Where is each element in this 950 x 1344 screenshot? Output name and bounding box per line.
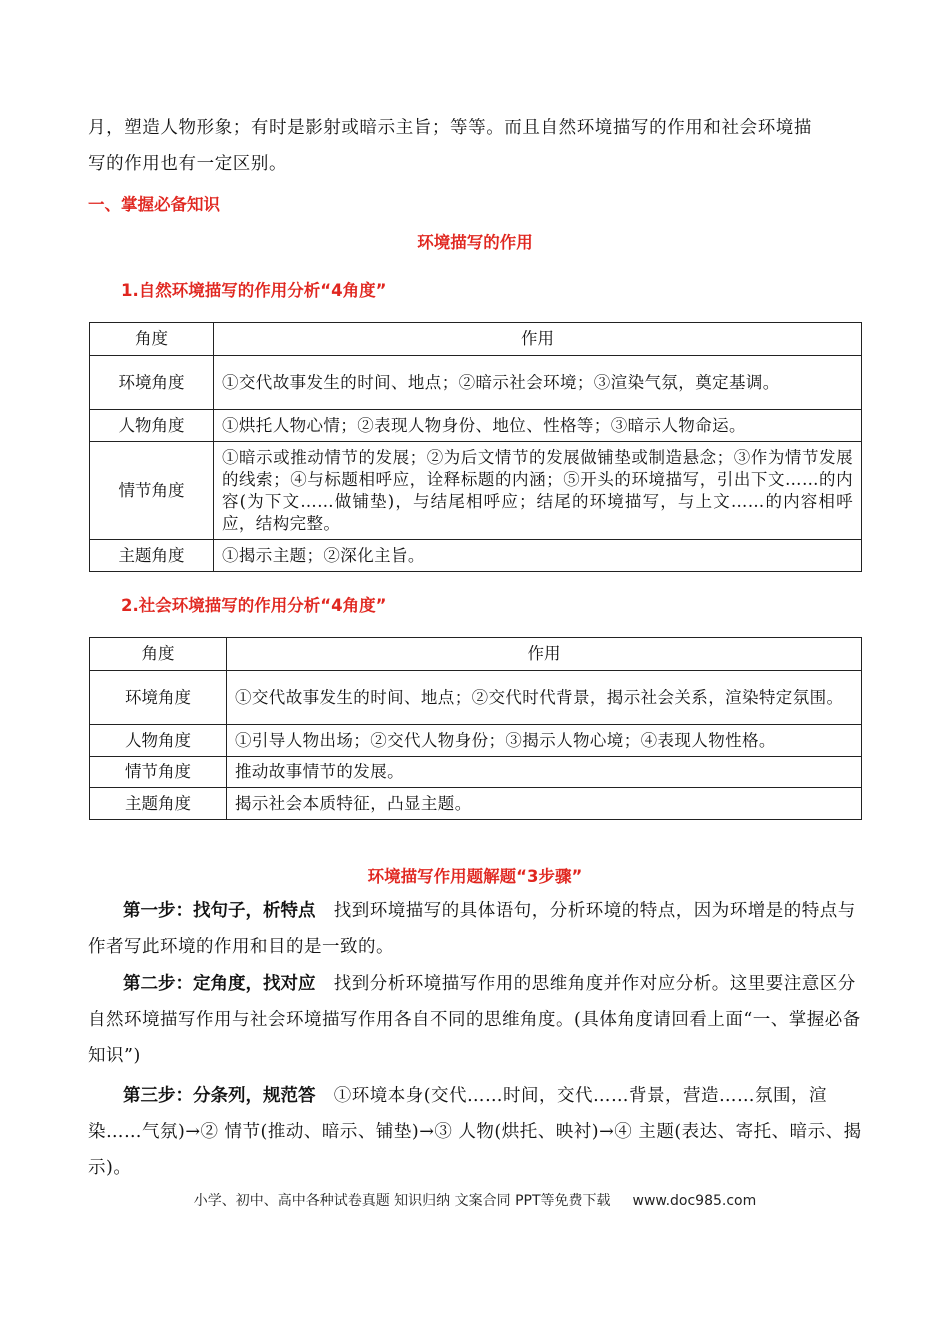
social-environment-table — [89, 637, 862, 820]
step-1-label: 第一步：找句子，析特点 — [123, 901, 316, 921]
table-row — [90, 356, 862, 410]
step-2 — [88, 966, 863, 1074]
intro-line-2: 写的作用也有一定区别。 — [88, 154, 288, 174]
column-header-angle: 角度 — [90, 638, 227, 671]
effect-cell: ①暗示或推动情节的发展；②为后文情节的发展做铺垫或制造悬念；③作为情节发展的线索；④与标题相呼应，诠释标题的内涵；⑤开头的环境描写，引出下文……的内容(为下文……做铺垫)，与结尾相呼应；结尾的环境描写，与上文……的内容相呼应，结构完整。 — [214, 442, 862, 540]
knowledge-title: 环境描写的作用 — [417, 233, 533, 252]
effect-cell: ①引导人物出场；②交代人物身份；③揭示人物心境；④表现人物性格。 — [227, 725, 862, 757]
angle-cell: 环境角度 — [90, 356, 214, 410]
table-row — [90, 725, 862, 757]
section-heading: 一、掌握必备知识 — [88, 195, 220, 214]
table-row — [90, 540, 862, 572]
column-header-angle: 角度 — [90, 323, 214, 356]
step-3 — [88, 1078, 863, 1186]
table-row — [90, 671, 862, 725]
angle-cell: 主题角度 — [90, 540, 214, 572]
step-2-text: 找到分析环境描写作用的思维角度并作对应分析。这里要注意区分自然环境描写作用与社会环境描写作用各自不同的思维角度。(具体角度请回看上面“一、掌握必备知识”) — [88, 974, 861, 1066]
angle-cell: 环境角度 — [90, 671, 227, 725]
table-row — [90, 757, 862, 788]
column-header-effect: 作用 — [227, 638, 862, 671]
footer — [0, 1190, 950, 1210]
intro-line-1: 月，塑造人物形象；有时是影射或暗示主旨；等等。而且自然环境描写的作用和社会环境描 — [88, 118, 812, 138]
angle-cell: 情节角度 — [90, 442, 214, 540]
intro-paragraph — [88, 110, 863, 182]
table-row — [90, 442, 862, 540]
angle-cell: 主题角度 — [90, 788, 227, 820]
table1-heading: 1.自然环境描写的作用分析“4角度” — [121, 281, 387, 300]
effect-cell: ①交代故事发生的时间、地点；②交代时代背景，揭示社会关系，渲染特定氛围。 — [227, 671, 862, 725]
effect-cell: ①交代故事发生的时间、地点；②暗示社会环境；③渲染气氛，奠定基调。 — [214, 356, 862, 410]
step-1 — [88, 893, 863, 965]
step-1-text: 找到环境描写的具体语句，分析环境的特点，因为环增是的特点与作者写此环境的作用和目的是一致的。 — [88, 901, 856, 957]
footer-text: 小学、初中、高中各种试卷真题 知识归纳 文案合同 PPT等免费下载 — [193, 1193, 611, 1209]
footer-url[interactable]: www.doc985.com — [632, 1193, 757, 1209]
table-row — [90, 788, 862, 820]
effect-cell: 推动故事情节的发展。 — [227, 757, 862, 788]
effect-cell: ①烘托人物心情；②表现人物身份、地位、性格等；③暗示人物命运。 — [214, 410, 862, 442]
steps-title: 环境描写作用题解题“3步骤” — [367, 867, 583, 886]
table-row — [90, 410, 862, 442]
angle-cell: 人物角度 — [90, 410, 214, 442]
step-2-label: 第二步：定角度，找对应 — [123, 974, 316, 994]
effect-cell: 揭示社会本质特征，凸显主题。 — [227, 788, 862, 820]
step-3-text: ①环境本身(交代……时间，交代……背景，营造……氛围，渲染……气氛)→② 情节(推动、暗示、铺垫)→③ 人物(烘托、映衬)→④ 主题(表达、寄托、暗示、揭示)。 — [88, 1086, 862, 1178]
table-header-row — [90, 638, 862, 671]
angle-cell: 人物角度 — [90, 725, 227, 757]
step-3-label: 第三步：分条列，规范答 — [123, 1086, 316, 1106]
angle-cell: 情节角度 — [90, 757, 227, 788]
table-header-row — [90, 323, 862, 356]
table2-heading: 2.社会环境描写的作用分析“4角度” — [121, 596, 387, 615]
effect-cell: ①揭示主题；②深化主旨。 — [214, 540, 862, 572]
column-header-effect: 作用 — [214, 323, 862, 356]
natural-environment-table — [89, 322, 862, 572]
